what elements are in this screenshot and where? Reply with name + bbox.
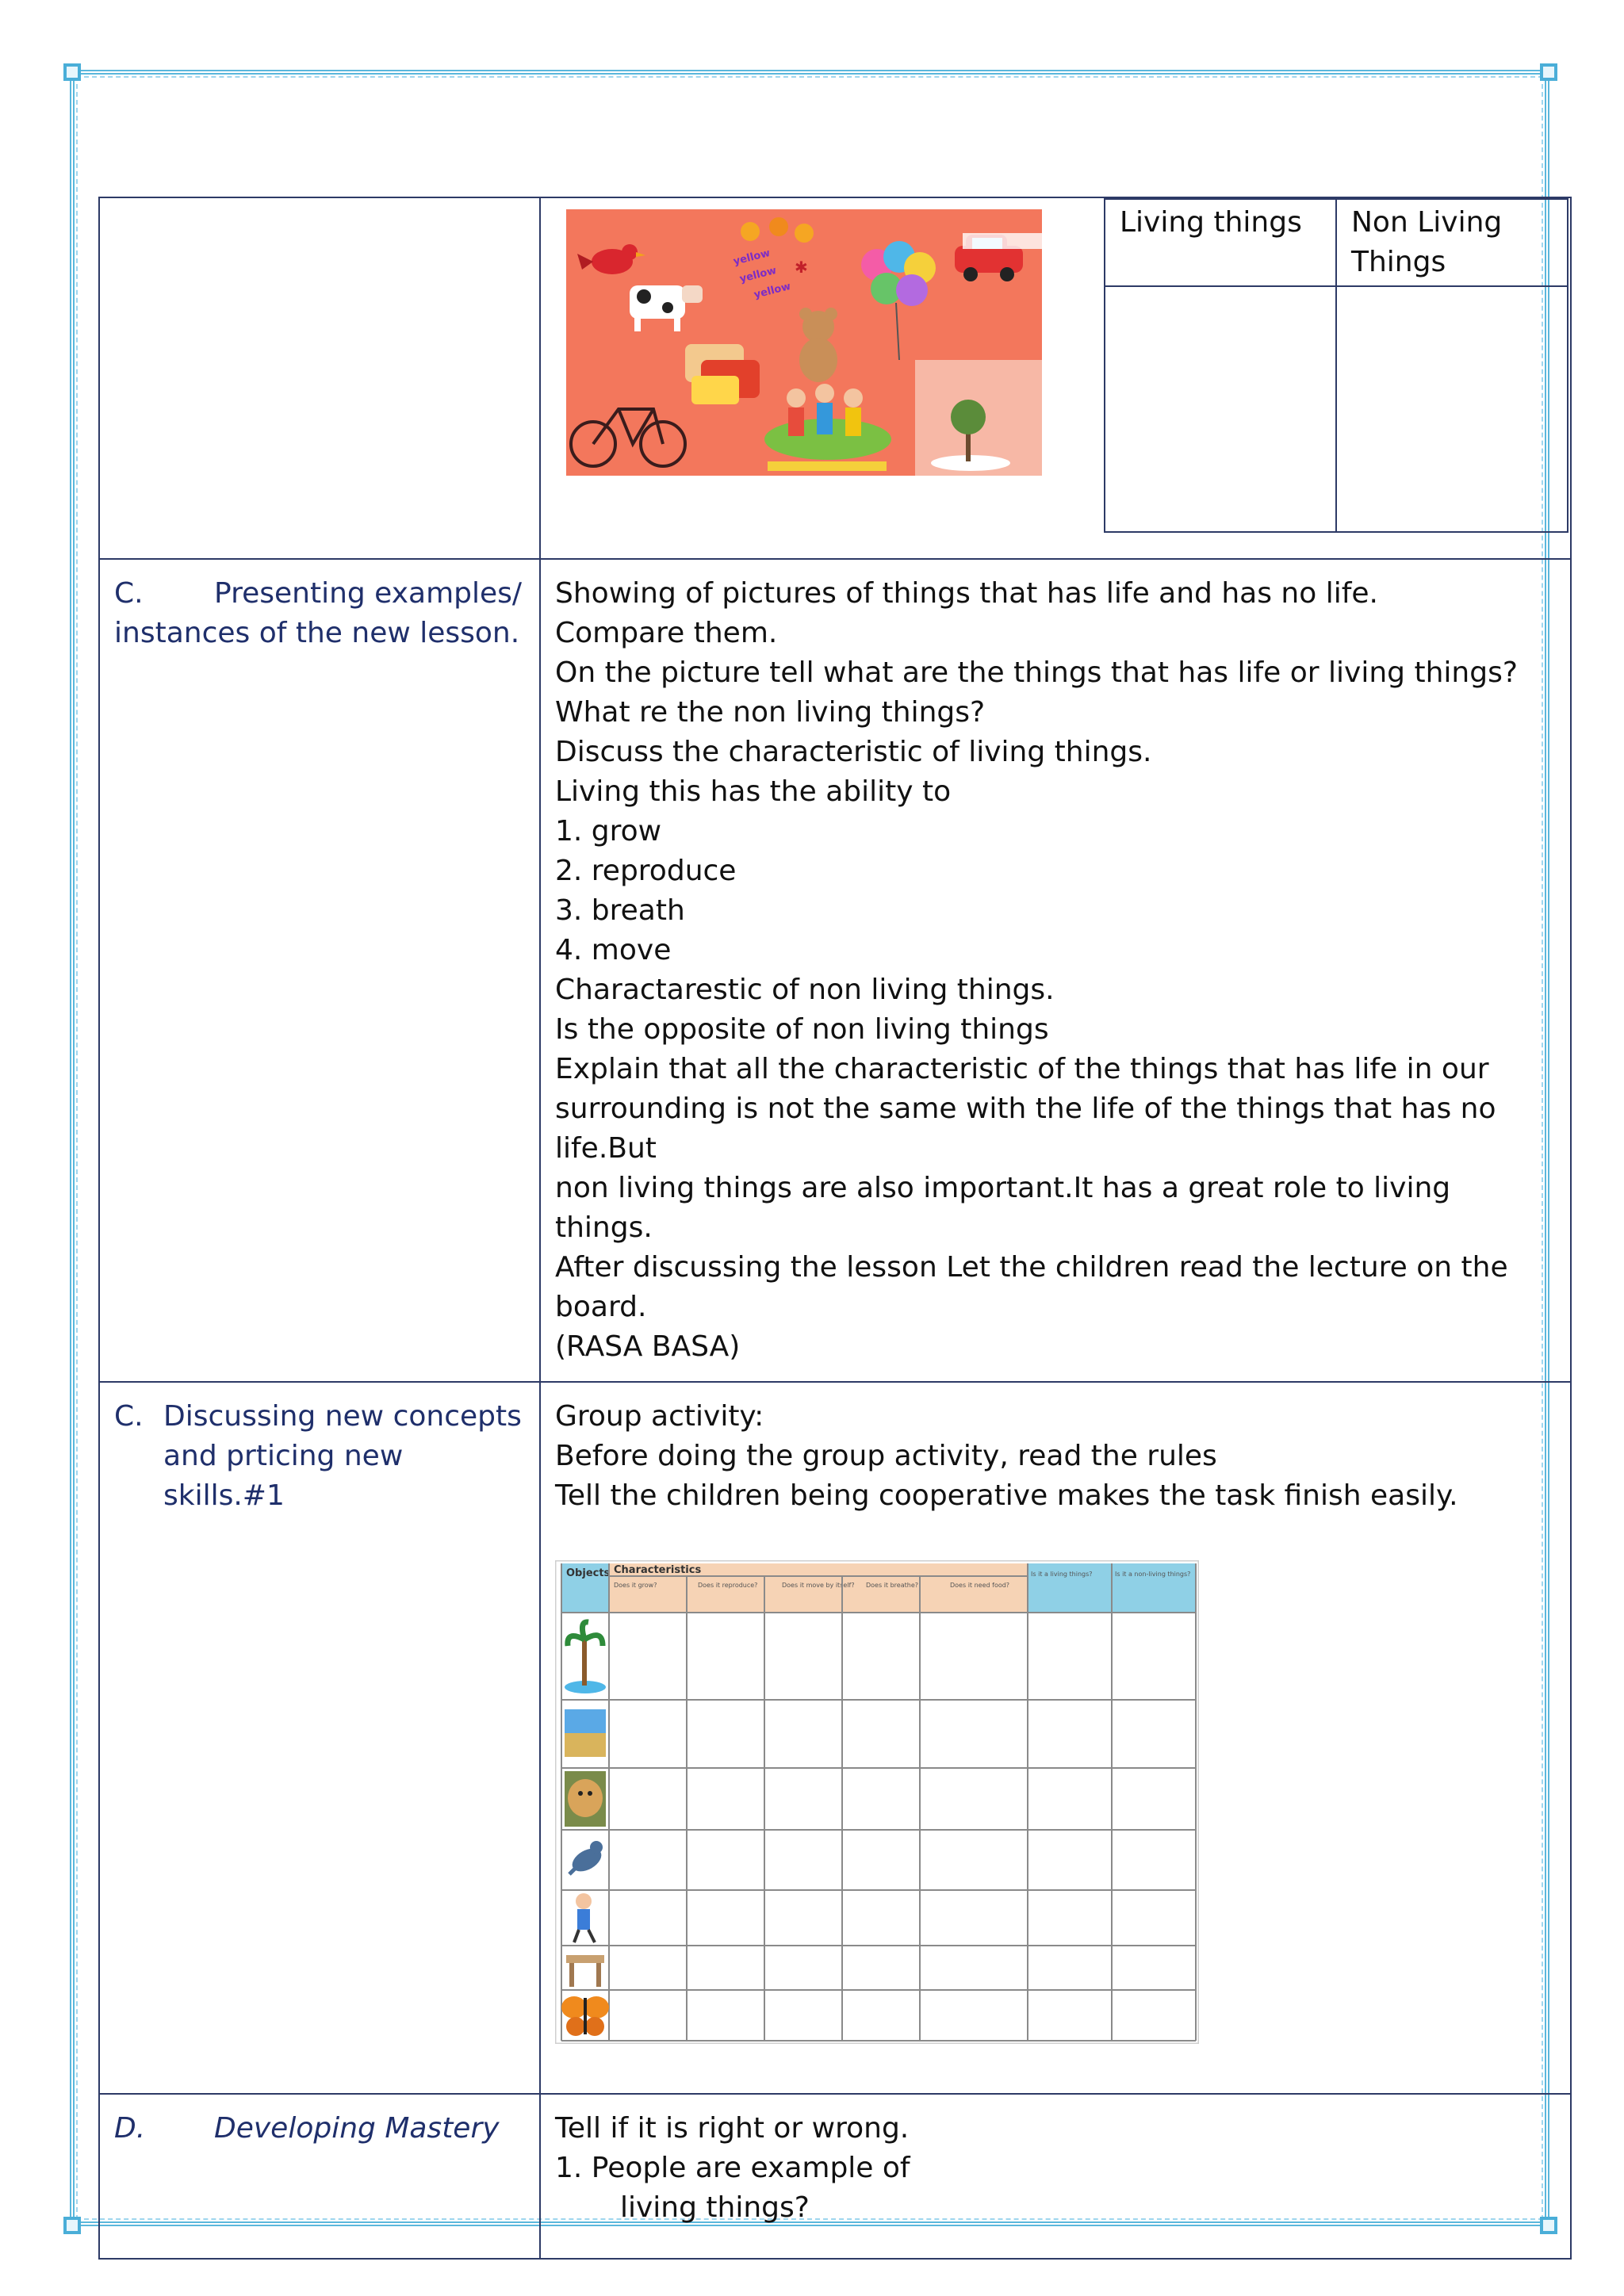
content-line: What re the non living things? — [555, 696, 986, 729]
section-letter: C. — [114, 577, 144, 610]
worksheet-header: Objects — [566, 1567, 611, 1579]
table-row — [99, 559, 1571, 1382]
scene-word: yellow — [732, 247, 772, 268]
content-line: Discuss the characteristic of living things. — [555, 736, 1152, 768]
section-label — [99, 559, 540, 1382]
list-item: 1. grow — [555, 815, 662, 848]
worksheet-subheader: Does it grow? — [614, 1582, 657, 1589]
list-item: 3. breath — [555, 894, 685, 927]
question-item: 1. People are example of — [555, 2152, 910, 2184]
scene-word: yellow — [753, 280, 792, 301]
worksheet-subheader: Does it need food? — [950, 1582, 1010, 1589]
content-line: After discussing the lesson Let the children read the lecture on the board. — [555, 1251, 1508, 1323]
content-line: surrounding is not the same with the life of the things that has no life.But — [555, 1093, 1496, 1165]
section-content — [540, 1382, 1571, 2094]
content-line: Showing of pictures of things that has life and has no life. — [555, 577, 1378, 610]
section-title: and prticing new skills.#1 — [163, 1440, 404, 1512]
section-title: Presenting examples/ — [214, 577, 523, 610]
picture-cell — [540, 197, 1571, 559]
content-line: Living this has the ability to — [555, 775, 952, 808]
content-line: Charactarestic of non living things. — [555, 974, 1055, 1006]
content-line: Is the opposite of non living things — [555, 1013, 1049, 1046]
header-line: Non Living — [1351, 206, 1503, 239]
corner-ornament — [63, 2217, 81, 2234]
content-line: Tell if it is right or wrong. — [555, 2112, 910, 2145]
content-line: Before doing the group activity, read the rules — [555, 1440, 1217, 1472]
living-nonliving-scene-image — [566, 209, 1042, 476]
sky-icon — [565, 1709, 606, 1757]
section-content — [540, 559, 1571, 1382]
section-title: Developing Mastery — [214, 2112, 500, 2145]
content-line: Group activity: — [555, 1400, 764, 1433]
worksheet-header: Characteristics — [614, 1564, 702, 1576]
question-item: living things? — [620, 2191, 810, 2224]
section-letter: D. — [114, 2112, 146, 2145]
content-line: Tell the children being cooperative makes the task finish easily. — [555, 1479, 1458, 1512]
content-line: non living things are also important.It has a great role to living things. — [555, 1172, 1451, 1244]
list-item: 4. move — [555, 934, 672, 966]
non-living-things-header — [1336, 199, 1568, 286]
table-row — [99, 1382, 1571, 2094]
table-row — [99, 197, 1571, 559]
content-line: On the picture tell what are the things that has life or living things? — [555, 656, 1518, 689]
living-things-answer-cell[interactable] — [1105, 286, 1336, 532]
worksheet-header: Is it a living things? — [1031, 1571, 1093, 1578]
section-label — [99, 1382, 540, 2094]
non-living-things-answer-cell[interactable] — [1336, 286, 1568, 532]
section-letter: C. — [114, 1400, 144, 1433]
content-line: Explain that all the characteristic of the things that has life in our — [555, 1053, 1489, 1085]
group-activity-worksheet-image — [555, 1560, 1199, 2044]
worksheet-subheader: Does it reproduce? — [698, 1582, 758, 1589]
section-title: instances of the new lesson. — [114, 617, 520, 649]
section-content — [540, 2094, 1571, 2259]
section-label — [99, 2094, 540, 2259]
worksheet-header: Is it a non-living things? — [1115, 1571, 1191, 1578]
living-things-header: Living things — [1105, 199, 1336, 286]
sorting-table — [1104, 198, 1568, 533]
table-row — [99, 2094, 1571, 2259]
content-line: (RASA BASA) — [555, 1330, 741, 1363]
svg-text:✱: ✱ — [795, 258, 808, 277]
list-item: 2. reproduce — [555, 855, 737, 887]
section-title: Discussing new concepts — [163, 1400, 522, 1433]
worksheet-subheader: Does it breathe? — [866, 1582, 918, 1589]
corner-ornament — [63, 63, 81, 81]
lesson-plan-table — [98, 197, 1572, 2260]
butterfly-icon — [561, 1996, 609, 2036]
teddy-bear-icon — [799, 308, 837, 382]
scene-word: yellow — [738, 264, 778, 285]
worksheet-subheader: Does it move by itself? — [782, 1582, 855, 1589]
header-line: Things — [1351, 246, 1446, 278]
dog-icon — [565, 1771, 606, 1827]
content-line: Compare them. — [555, 617, 778, 649]
corner-ornament — [1540, 63, 1557, 81]
empty-label-cell — [99, 197, 540, 559]
